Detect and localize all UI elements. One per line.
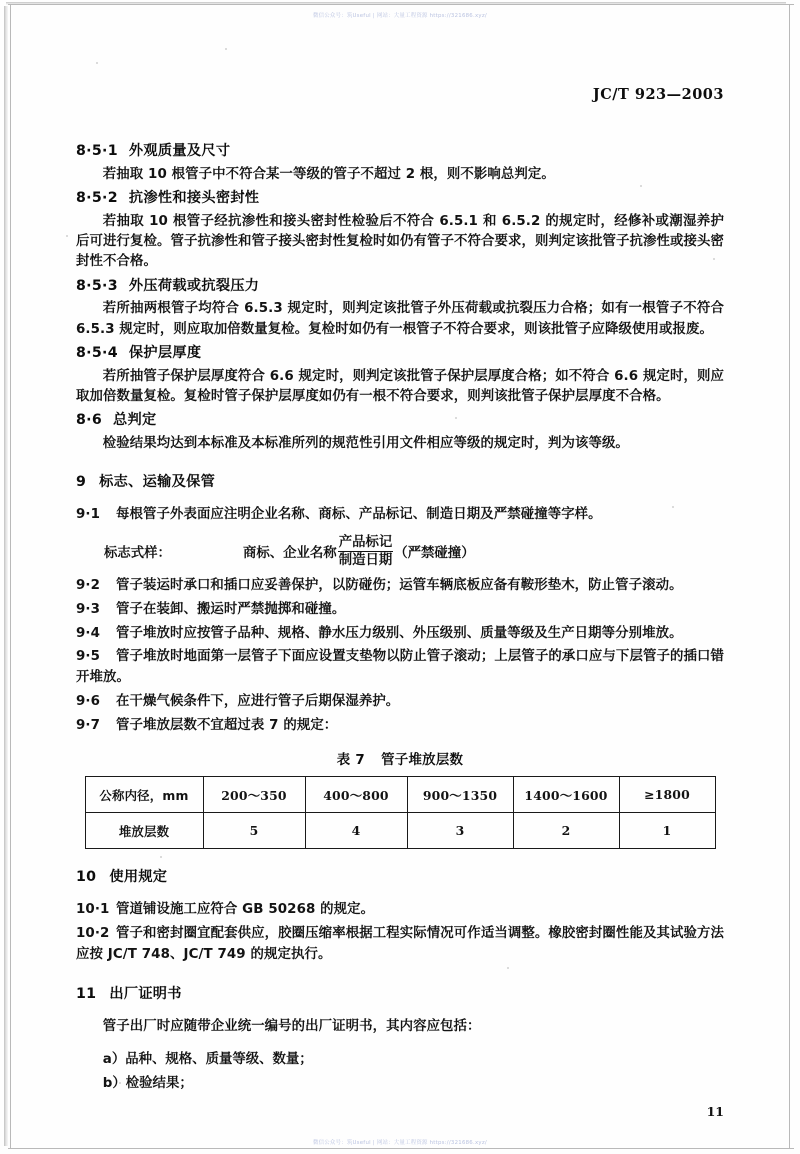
section-number: 11 (76, 985, 97, 1002)
section-title: 标志、运输及保管 (99, 474, 216, 491)
clause-number: 8·5·3 (76, 277, 118, 294)
table-cell: 200～350 (203, 777, 305, 813)
table-cell: 400～800 (305, 777, 407, 813)
table-row (85, 813, 715, 849)
page-frame-right (789, 4, 790, 1149)
clause-number: 9·3 (76, 601, 101, 617)
clause-number: 8·6 (76, 412, 103, 429)
clause-text: 管子堆放层数不宜超过表 7 的规定： (116, 717, 338, 733)
table-cell: ≥1800 (619, 777, 715, 813)
clause-9-4 (76, 624, 724, 645)
table-cell: 3 (407, 813, 513, 849)
clause-number: 9·7 (76, 717, 101, 733)
table-row-header: 公称内径，mm (85, 777, 203, 813)
table-row (85, 777, 715, 813)
table-cell: 4 (305, 813, 407, 849)
clause-9-7 (76, 716, 724, 737)
table-caption-title: 管子堆放层数 (381, 753, 464, 769)
marking-sample-fraction (338, 535, 394, 568)
document-content (76, 86, 724, 1096)
clause-number: 9·1 (76, 507, 101, 523)
clause-9-2 (76, 576, 724, 597)
clause-text: 管道铺设施工应符合 GB 50268 的规定。 (116, 902, 375, 918)
marking-sample-prefix: 商标、企业名称 (242, 546, 337, 562)
table-cell: 1 (619, 813, 715, 849)
marking-sample (76, 535, 724, 568)
clause-text: 管子在装卸、搬运时严禁抛掷和碰撞。 (116, 601, 346, 617)
list-item: b）检验结果； (102, 1075, 193, 1091)
clause-9-1 (76, 505, 724, 526)
scan-speck (66, 235, 68, 237)
watermark-top: 微信公众号：筑Useful | 网站：大量工程资源 https://321686.xyz/ (313, 13, 487, 19)
page-number: 11 (706, 1104, 724, 1119)
clause-text: 管子装运时承口和插口应妥善保护，以防碰伤；运管车辆底板应备有鞍形垫木，防止管子滚动。 (116, 578, 683, 594)
clause-number: 9·5 (76, 649, 101, 665)
clause-heading-8-5-2 (76, 188, 724, 209)
clause-title: 抗渗性和接头密封性 (128, 189, 260, 206)
clause-body-8-5-1: 若抽取 10 根管子中不符合某一等级的管子不超过 2 根，则不影响总判定。 (102, 166, 555, 182)
scan-speck (96, 62, 98, 64)
table-7-caption (76, 749, 724, 768)
clause-number: 9·6 (76, 693, 101, 709)
table-7-stacking-layers (85, 776, 716, 849)
clause-9-3 (76, 600, 724, 621)
table-cell: 5 (203, 813, 305, 849)
marking-sample-suffix: （严禁碰撞） (394, 546, 475, 562)
clause-10-2 (76, 924, 724, 966)
clause-heading-8-5-3 (76, 276, 724, 297)
scan-edge-left (4, 6, 8, 1146)
table-row-header: 堆放层数 (85, 813, 203, 849)
page-frame-bottom (8, 1148, 794, 1149)
clause-title: 保护层厚度 (128, 345, 202, 362)
marking-sample-fraction-top: 产品标记 (338, 535, 393, 551)
section-number: 9 (76, 474, 87, 491)
clause-title: 总判定 (113, 412, 157, 429)
clause-title: 外观质量及尺寸 (128, 143, 231, 159)
clause-heading-8-5-1 (76, 141, 724, 162)
clause-body-8-5-2: 若抽取 10 根管子经抗渗性和接头密封性检验后不符合 6.5.1 和 6.5.2 的规定时，经修补或潮湿养护后可进行复检。管子抗渗性和管子接头密封性复检时如仍有管子不符合要求，则判定该批管子抗渗性或接头密封性不合格。 (76, 213, 724, 270)
clause-number: 10·1 (76, 902, 110, 918)
clause-heading-8-6 (76, 410, 724, 431)
clause-text: 在干燥气候条件下，应进行管子后期保湿养护。 (116, 693, 400, 709)
scan-speck (225, 48, 227, 50)
clause-title: 外压荷载或抗裂压力 (128, 277, 260, 294)
clause-number: 9·4 (76, 625, 101, 641)
clause-text: 管子堆放时应按管子品种、规格、静水压力级别、外压级别、质量等级及生产日期等分别堆放。 (116, 625, 683, 641)
clause-9-6 (76, 692, 724, 713)
clause-body-8-6: 检验结果均达到本标准及本标准所列的规范性引用文件相应等级的规定时，判为该等级。 (102, 435, 629, 451)
section-title: 出厂证明书 (109, 985, 182, 1002)
table-cell: 2 (513, 813, 619, 849)
clause-number: 10·2 (76, 926, 110, 942)
clause-number: 8·5·4 (76, 345, 118, 362)
clause-text: 管子和密封圈宜配套供应，胶圈压缩率根据工程实际情况可作适当调整。橡胶密封圈性能及其试验方法应按 JC/T 748、JC/T 749 的规定执行。 (76, 926, 724, 962)
table-cell: 900～1350 (407, 777, 513, 813)
marking-sample-label: 标志式样： (104, 546, 171, 562)
clause-number: 8·5·2 (76, 189, 118, 206)
section-title: 使用规定 (109, 869, 168, 886)
clause-body-8-5-3: 若所抽两根管子均符合 6.5.3 规定时，则判定该批管子外压荷载或抗裂压力合格；如有一根管子不符合 6.5.3 规定时，则应取加倍数量复检。复检时如仍有一根管子不符合要求，则该批管子应降级使用或报废。 (76, 301, 724, 337)
clause-text: 每根管子外表面应注明企业名称、商标、产品标记、制造日期及严禁碰撞等字样。 (116, 507, 602, 523)
table-cell: 1400～1600 (513, 777, 619, 813)
clause-9-5 (76, 647, 724, 689)
clause-number: 8·5·1 (76, 143, 118, 159)
clause-heading-8-5-4 (76, 343, 724, 364)
section-heading-9 (76, 471, 724, 491)
clause-body-8-5-4: 若所抽管子保护层厚度符合 6.6 规定时，则判定该批管子保护层厚度合格；如不符合 6.6 规定时，则应取加倍数量复检。复检时管子保护层厚度如仍有一根不符合要求，则判该批管子保护层厚度不合格。 (76, 368, 724, 404)
clause-10-1 (76, 900, 724, 921)
watermark-bottom: 微信公众号：筑Useful | 网站：大量工程资源 https://321686.xyz/ (313, 1140, 487, 1146)
page-frame-top (8, 4, 794, 5)
section-heading-10 (76, 866, 724, 886)
clause-number: 9·2 (76, 578, 101, 594)
standard-code-header: JC/T 923—2003 (592, 86, 724, 103)
section-11-intro: 管子出厂时应随带企业统一编号的出厂证明书，其内容应包括： (102, 1018, 481, 1034)
list-item: a）品种、规格、质量等级、数量； (102, 1052, 313, 1068)
marking-sample-fraction-bottom: 制造日期 (338, 553, 393, 569)
clause-text: 管子堆放时地面第一层管子下面应设置支垫物以防止管子滚动；上层管子的承口应与下层管子的插口错开堆放。 (76, 649, 724, 686)
section-number: 10 (76, 869, 97, 886)
table-caption-label: 表 7 (336, 753, 366, 769)
page-frame-left (10, 4, 11, 1149)
section-heading-11 (76, 983, 724, 1003)
